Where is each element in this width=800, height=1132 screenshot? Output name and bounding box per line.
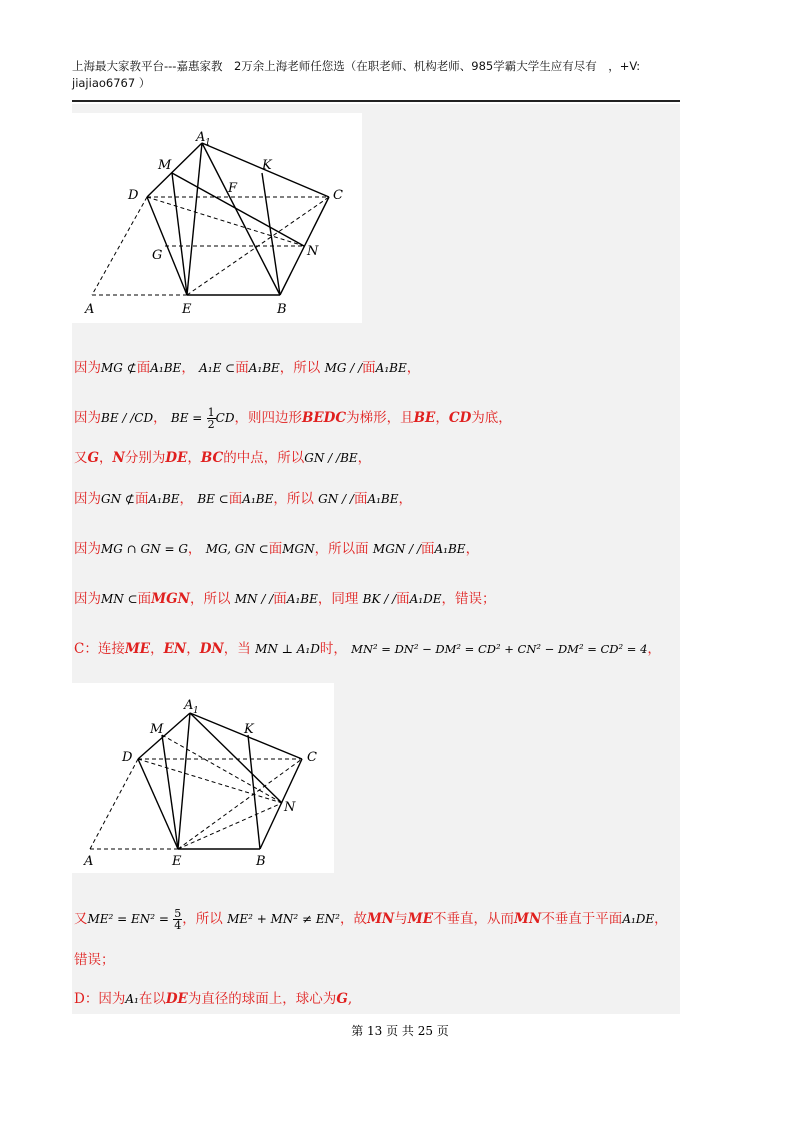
math: ME² = EN² = xyxy=(87,912,169,926)
text: 面 xyxy=(228,491,243,507)
text: 在以 xyxy=(138,991,166,1007)
text: ，所以 xyxy=(279,360,321,376)
solution-line-9 xyxy=(74,948,115,968)
text: 面 xyxy=(134,491,149,507)
text: 面 xyxy=(362,360,376,376)
math: A₁DE xyxy=(622,912,655,926)
text: ， xyxy=(357,450,372,466)
text: 面 xyxy=(353,491,368,507)
text: C：连接 xyxy=(74,641,125,657)
text: ，所以 xyxy=(182,911,223,927)
header-line-1: 上海最大家教平台---嘉惠家教 2万余上海老师任您选（在职老师、机构老师、985学霸大学生应有尽有 ，+V: xyxy=(72,59,641,73)
text: ，所以 xyxy=(189,591,231,607)
fraction-five-fourths xyxy=(173,908,182,931)
fig1-label-g: G xyxy=(152,248,163,263)
text: 因为 xyxy=(74,410,101,426)
math: MG ⊄ xyxy=(101,361,137,375)
math: MG, GN ⊂ xyxy=(205,542,269,556)
text: 错误； xyxy=(74,952,115,968)
text: 为梯形，且 xyxy=(346,410,414,426)
math: A₁ xyxy=(125,992,139,1006)
text: 为底， xyxy=(471,410,512,426)
math: A₁BE xyxy=(148,492,180,506)
text: ， xyxy=(150,641,164,657)
math-bold: N xyxy=(112,450,125,466)
math: MGN / / xyxy=(372,542,422,556)
math-bold: DE xyxy=(165,991,188,1007)
text: 面 xyxy=(421,541,435,557)
text: , xyxy=(347,991,353,1007)
fig2-label-m: M xyxy=(150,722,164,737)
fig2-label-k: K xyxy=(244,722,254,737)
text: ， xyxy=(398,491,413,507)
text: ，错误； xyxy=(441,591,496,607)
fig2-label-c: C xyxy=(307,750,317,765)
fig1-label-n: N xyxy=(307,244,319,259)
math-bold: DN xyxy=(199,641,224,657)
geometry-figure-1 xyxy=(72,113,362,323)
fig1-label-b: B xyxy=(277,302,287,317)
fig1-label-d: D xyxy=(128,188,139,203)
math: A₁DE xyxy=(409,592,442,606)
numerator: 1 xyxy=(207,406,215,419)
text: 因为 xyxy=(74,360,101,376)
math-bold: EN xyxy=(163,641,187,657)
math: A₁BE xyxy=(375,361,407,375)
text: 因为 xyxy=(74,591,101,607)
text: ， xyxy=(647,641,661,657)
fig1-label-a: A xyxy=(85,302,95,317)
math-bold: MGN xyxy=(151,591,190,607)
text: ， xyxy=(187,541,202,557)
text: 又 xyxy=(74,911,88,927)
math: BE ⊂ xyxy=(197,492,229,506)
text: 面 xyxy=(235,360,249,376)
text: 又 xyxy=(74,450,88,466)
text: ， xyxy=(153,410,167,426)
math-bold: CD xyxy=(448,410,472,426)
text: 因为 xyxy=(74,491,101,507)
solution-line-8 xyxy=(74,907,668,931)
numerator: 5 xyxy=(174,907,182,920)
fig2-label-n: N xyxy=(284,800,296,815)
text: 分别为 xyxy=(124,450,166,466)
fig2-label-b: B xyxy=(256,854,266,869)
solution-line-3 xyxy=(74,446,371,466)
math: A₁E ⊂ xyxy=(199,361,236,375)
text: 不垂直于平面 xyxy=(541,911,623,927)
text: 面 xyxy=(396,591,410,607)
math: A₁BE xyxy=(248,361,280,375)
fig1-label-k: K xyxy=(262,158,272,173)
math: GN / / xyxy=(318,492,354,506)
math: MN ⊥ A₁D xyxy=(255,642,320,656)
text: 面 xyxy=(136,360,151,376)
solution-line-5 xyxy=(74,537,479,557)
solution-line-7 xyxy=(74,637,661,657)
fig2-label-a: A xyxy=(84,854,94,869)
math: MG ∩ GN = G xyxy=(101,542,188,556)
math: A₁BE xyxy=(367,492,399,506)
math-bold: MN xyxy=(366,911,395,927)
math-bold: MN xyxy=(514,911,542,927)
fig1-label-e: E xyxy=(182,302,192,317)
text: 不垂直，从而 xyxy=(433,911,515,927)
math-bold: ME xyxy=(407,911,434,927)
math: GN ⊄ xyxy=(101,492,135,506)
text: 面 xyxy=(137,591,152,607)
math: BE / /CD xyxy=(101,411,154,425)
text: 面 xyxy=(268,541,283,557)
text: 的中点，所以 xyxy=(223,450,305,466)
math: MN / / xyxy=(234,592,274,606)
math: A₁BE xyxy=(286,592,318,606)
fig1-label-a1-sub: 1 xyxy=(205,138,211,148)
page-header xyxy=(72,58,680,92)
math: MG / / xyxy=(324,361,363,375)
fig1-label-m: M xyxy=(158,158,172,173)
text: ， xyxy=(654,911,668,927)
header-divider xyxy=(72,100,680,102)
math: MN ⊂ xyxy=(101,592,138,606)
text: ， xyxy=(465,541,480,557)
text: ， xyxy=(181,360,195,376)
text: ， xyxy=(435,410,449,426)
text: ， xyxy=(187,450,201,466)
math-bold: ME xyxy=(124,641,151,657)
text: 因为 xyxy=(74,541,101,557)
text: 面 xyxy=(273,591,287,607)
text: 时， xyxy=(319,641,347,657)
math: MGN xyxy=(282,542,315,556)
math-bold: BEDC xyxy=(301,410,347,426)
math: A₁BE xyxy=(434,542,466,556)
text: ，同理 xyxy=(317,591,359,607)
math-bold: BE xyxy=(413,410,436,426)
solution-line-1 xyxy=(74,356,420,376)
text: ， xyxy=(406,360,421,376)
math: BE = xyxy=(170,411,203,425)
denominator: 2 xyxy=(207,418,215,431)
math: BK / / xyxy=(362,592,397,606)
fig1-label-f: F xyxy=(228,181,238,196)
text: ，故 xyxy=(339,911,367,927)
solution-line-2 xyxy=(74,406,512,430)
text: ，所以 xyxy=(273,491,314,507)
math-bold: BC xyxy=(200,450,224,466)
fig2-label-d: D xyxy=(122,750,133,765)
fig2-label-e: E xyxy=(172,854,182,869)
math-bold: DE xyxy=(165,450,188,466)
solution-line-4 xyxy=(74,487,412,507)
header-line-2: jiajiao6767 ） xyxy=(72,76,151,90)
figure-2-svg xyxy=(72,683,334,873)
text: ，则四边形 xyxy=(234,410,302,426)
fig1-label-c: C xyxy=(333,188,343,203)
text: D：因为 xyxy=(74,991,126,1007)
text: ，当 xyxy=(223,641,251,657)
solution-line-10 xyxy=(74,987,352,1007)
fig2-label-a1-sub: 1 xyxy=(193,706,199,716)
solution-line-6 xyxy=(74,587,496,607)
math: ME² + MN² ≠ EN² xyxy=(227,912,340,926)
text: ，所以面 xyxy=(314,541,369,557)
math: CD xyxy=(215,411,235,425)
text: 与 xyxy=(394,911,408,927)
fig1-label-a1: A xyxy=(196,130,206,145)
figure-1-svg xyxy=(72,113,362,323)
math: MN² = DN² − DM² = CD² + CN² − DM² = CD² = 4 xyxy=(351,642,648,656)
text: ， xyxy=(179,491,194,507)
math: A₁BE xyxy=(150,361,182,375)
math-bold: G xyxy=(87,450,100,466)
fraction-half xyxy=(207,407,216,430)
math: GN / /BE xyxy=(304,451,358,465)
geometry-figure-2 xyxy=(72,683,334,873)
math: A₁BE xyxy=(242,492,274,506)
text: ， xyxy=(99,450,113,466)
text: 为直径的球面上，球心为 xyxy=(187,991,337,1007)
math-bold: G xyxy=(336,991,348,1007)
page-number-footer: 第 13 页 共 25 页 xyxy=(351,1024,449,1038)
fig2-label-a1: A xyxy=(184,698,194,713)
denominator: 4 xyxy=(174,919,182,932)
text: ， xyxy=(186,641,200,657)
